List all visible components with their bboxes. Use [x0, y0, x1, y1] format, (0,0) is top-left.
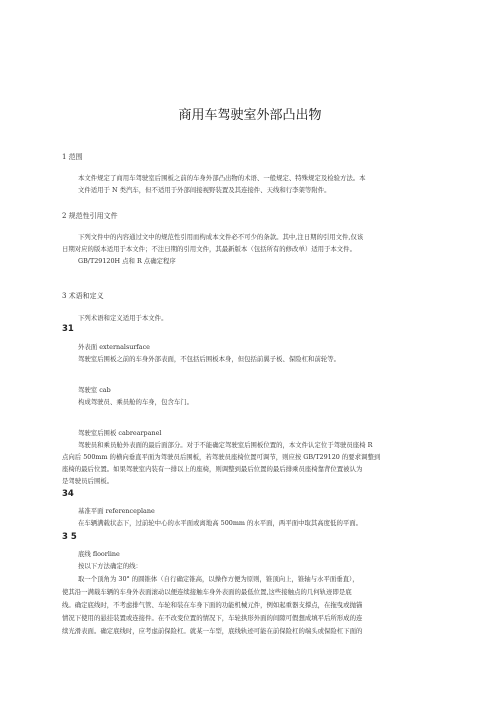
term-definition: 构成驾驶员、乘员舱的车身，包含车门。: [78, 398, 194, 406]
reference-item: GB/T29120H 点和 R 点确定程序: [78, 257, 176, 265]
term-title: 基准平面 referenceplane: [78, 507, 155, 515]
paragraph-line: 点向后 500mm 的横向垂直平面为驾驶员后围板，若驾驶员座椅位置可调节，则应按 GB/T29120 的要求调整到: [62, 453, 381, 461]
term-number: 34: [62, 489, 74, 499]
paragraph-line: 驾驶员和乘员舱外表面的最后面部分。对于不能确定驾驶室后围板位置的，本文件认定位于驾驶员座椅 R: [78, 441, 373, 449]
section-3-heading: 3 术语和定义: [62, 292, 104, 300]
term-title: 驾驶室 cab: [78, 386, 111, 394]
term-title: 外表面 externalsurface: [78, 343, 150, 351]
paragraph-line: 下列术语和定义适用于本文件。: [78, 314, 168, 322]
paragraph-line: 座椅的最后位置。如果驾驶室内装有一排以上的座椅，则调整到最后位置的最后排乘员座椅靠背位置被认为: [62, 465, 363, 473]
term-definition: 驾驶室后围板之前的车身外部表面，不包括后围板本身，但包括前翼子板、保险杠和前轮等。: [78, 355, 341, 363]
paragraph-line: 取一个顶角为 30° 的圆锥体（自行确定锥高，以操作方便为原则，锥顶向上，锥轴与水平面垂直），: [78, 575, 359, 583]
paragraph-line: 文件适用于 N 类汽车，但不适用于外部间接视野装置及其连接件、天线和行李架等附件。: [78, 186, 331, 194]
paragraph-line: 下列文件中的内容通过文中的规范性引用而构成本文件必不可少的条款。其中,注日期的引用文件,仅该: [78, 233, 364, 241]
paragraph-line: 情况下使用的悬挂装置或连接件。在不改变位置的情况下，车轮拱形外面的间隙可假想成填平后所形成的连: [62, 614, 363, 622]
term-definition: 在车辆满载状态下，过前轮中心的水平面或离地高 500mm 的水平面，两平面中取其高度低的平面。: [78, 519, 363, 527]
term-number: 31: [62, 324, 74, 334]
section-1-heading: 1 范围: [62, 153, 83, 161]
paragraph-line: 使其沿一满载车辆的车身外表面滚动以便连续接触车身外表面的最低位置,这些接触点的几何轨迹即是底: [62, 588, 352, 596]
paragraph-line: 本文件规定了商用车驾驶室后围板之前的车身外部凸出物的术语、一般规定、特殊规定及检验方法。本: [78, 174, 366, 182]
page-title: 商用车驾驶室外部凸出物: [178, 108, 322, 123]
term-title: 驾驶室后围板 cabrearpanel: [78, 429, 162, 437]
term-title: 底线 floorline: [78, 550, 120, 558]
paragraph-line: 续光滑表面。确定底线时，应考虑前保险杠。就某一车型，底线轨迹可能在前保险杠的端头或保险杠下面的: [62, 627, 363, 635]
paragraph-line: 日期对应的版本适用于本文件；不注日期的引用文件，其最新版本（包括所有的修改单）适用于本文件。: [62, 245, 356, 253]
paragraph-line: 线。确定底线时，不考虑排气管、车轮和装在车身下面的功能机械元件，例如起重器支撑点，在拖曳或抛锚: [62, 601, 363, 609]
term-number: 3 5: [62, 532, 77, 542]
section-2-heading: 2 规范性引用文件: [62, 212, 118, 220]
paragraph-line: 是驾驶员后围板。: [62, 477, 114, 485]
paragraph-line: 按以下方法确定的线：: [78, 562, 142, 570]
